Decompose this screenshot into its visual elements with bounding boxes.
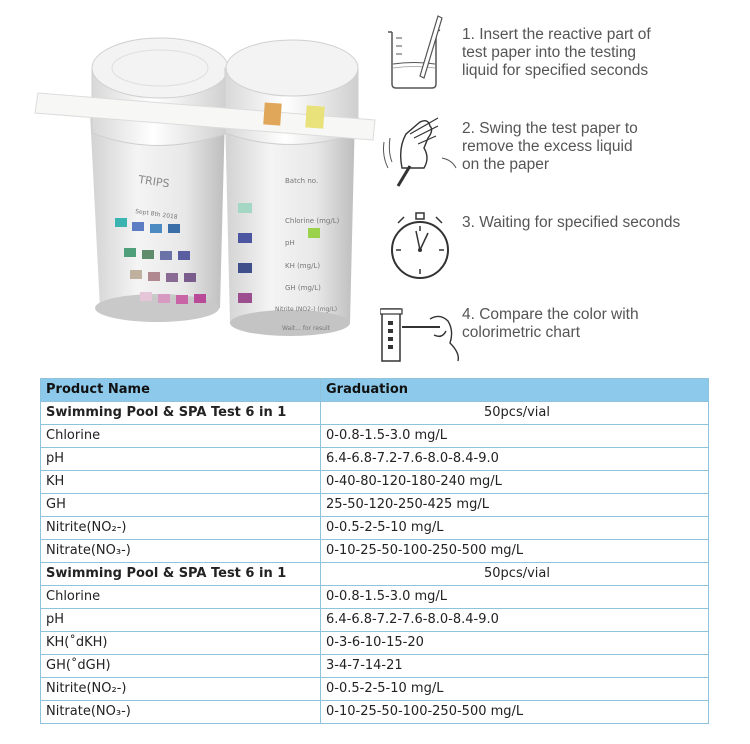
table-row bbox=[41, 632, 709, 655]
param-range: 3-4-7-14-21 bbox=[321, 655, 709, 678]
step-1 bbox=[380, 12, 740, 92]
param-name: GH(˚dGH) bbox=[41, 655, 321, 678]
graduation-table bbox=[40, 378, 709, 724]
param-range: 0-0.8-1.5-3.0 mg/L bbox=[321, 586, 709, 609]
param-name: KH(˚dKH) bbox=[41, 632, 321, 655]
table-row bbox=[41, 655, 709, 678]
param-range: 0-10-25-50-100-250-500 mg/L bbox=[321, 540, 709, 563]
param-range: 0-10-25-50-100-250-500 mg/L bbox=[321, 701, 709, 724]
strip-pad-yellow bbox=[305, 105, 324, 128]
stopwatch-icon bbox=[380, 205, 460, 285]
param-name: Nitrite(NO₂-) bbox=[41, 678, 321, 701]
beaker-strip-icon bbox=[380, 12, 460, 92]
param-range: 0-40-80-120-180-240 mg/L bbox=[321, 471, 709, 494]
right-bottle-param-chlorine: Chlorine (mg/L) bbox=[285, 217, 340, 225]
param-range: 0-0.5-2-5-10 mg/L bbox=[321, 517, 709, 540]
param-range: 0-0.8-1.5-3.0 mg/L bbox=[321, 425, 709, 448]
left-bottle bbox=[90, 38, 228, 322]
table-header-row bbox=[41, 379, 709, 402]
step-2-text: 2. Swing the test paper to remove the excess liquid on the paper bbox=[462, 120, 638, 173]
header-product-name: Product Name bbox=[41, 379, 321, 402]
param-name: Chlorine bbox=[41, 586, 321, 609]
section-count: 50pcs/vial bbox=[321, 402, 709, 425]
table-row bbox=[41, 471, 709, 494]
param-name: KH bbox=[41, 471, 321, 494]
left-bottle-date: Sept 8th 2018 bbox=[134, 208, 178, 221]
product-photo bbox=[20, 8, 400, 368]
table-row bbox=[41, 517, 709, 540]
table-row bbox=[41, 701, 709, 724]
right-bottle-param-nitrite: Nitrite (NO2-) (mg/L) bbox=[275, 306, 338, 313]
step-3-text: 3. Waiting for specified seconds bbox=[462, 214, 681, 231]
left-bottle-brand: TRIPS bbox=[137, 173, 171, 191]
step-1-text: 1. Insert the reactive part of test paper into the testing liquid for specified seconds bbox=[462, 26, 651, 79]
right-bottle bbox=[225, 40, 358, 336]
table-row bbox=[41, 494, 709, 517]
strip-pad-orange bbox=[263, 102, 281, 125]
param-name: pH bbox=[41, 609, 321, 632]
param-name: Nitrate(NO₃-) bbox=[41, 701, 321, 724]
right-bottle-param-kh: KH (mg/L) bbox=[285, 262, 321, 270]
step-4 bbox=[380, 295, 740, 375]
table-row bbox=[41, 448, 709, 471]
param-range: 0-0.5-2-5-10 mg/L bbox=[321, 678, 709, 701]
param-name: GH bbox=[41, 494, 321, 517]
compare-chart-icon bbox=[380, 295, 460, 375]
param-range: 0-3-6-10-15-20 bbox=[321, 632, 709, 655]
param-range: 6.4-6.8-7.2-7.6-8.0-8.4-9.0 bbox=[321, 448, 709, 471]
section-count: 50pcs/vial bbox=[321, 563, 709, 586]
param-name: pH bbox=[41, 448, 321, 471]
param-name: Nitrite(NO₂-) bbox=[41, 517, 321, 540]
section-name: Swimming Pool & SPA Test 6 in 1 bbox=[41, 563, 321, 586]
param-name: Chlorine bbox=[41, 425, 321, 448]
right-bottle-batch: Batch no. bbox=[285, 177, 319, 185]
step-2 bbox=[380, 108, 740, 188]
step-3 bbox=[380, 205, 740, 285]
table-row bbox=[41, 425, 709, 448]
section-row bbox=[41, 402, 709, 425]
table-row bbox=[41, 586, 709, 609]
param-name: Nitrate(NO₃-) bbox=[41, 540, 321, 563]
right-bottle-footer: Wait... for result bbox=[282, 325, 331, 332]
step-4-text: 4. Compare the color with colorimetric chart bbox=[462, 306, 639, 341]
header-graduation: Graduation bbox=[321, 379, 709, 402]
param-range: 25-50-120-250-425 mg/L bbox=[321, 494, 709, 517]
table-row bbox=[41, 609, 709, 632]
right-bottle-param-gh: GH (mg/L) bbox=[285, 284, 321, 292]
hand-swing-icon bbox=[380, 108, 460, 188]
right-bottle-param-ph: pH bbox=[285, 239, 295, 247]
section-name: Swimming Pool & SPA Test 6 in 1 bbox=[41, 402, 321, 425]
table-row bbox=[41, 540, 709, 563]
param-range: 6.4-6.8-7.2-7.6-8.0-8.4-9.0 bbox=[321, 609, 709, 632]
table-row bbox=[41, 678, 709, 701]
section-row bbox=[41, 563, 709, 586]
